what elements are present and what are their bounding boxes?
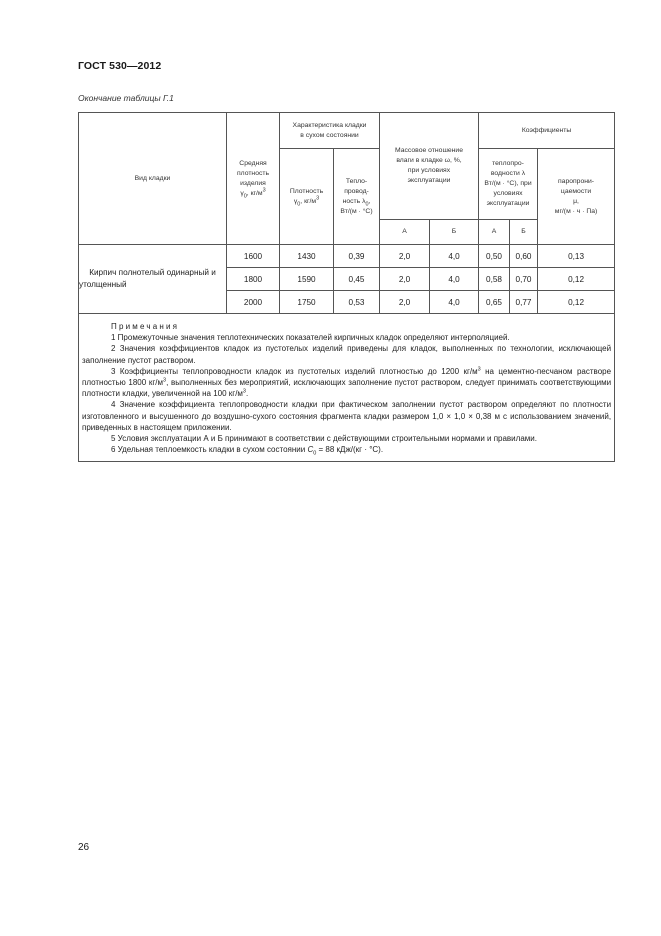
- table-row: [79, 245, 615, 268]
- cell-avg-density: 2000: [227, 291, 280, 314]
- cell-thermal: 0,45: [334, 268, 380, 291]
- header-moisture-ratio: Массовое отношение влаги в кладке ω, %, при условиях эксплуатации: [380, 113, 479, 220]
- header-conductivity-a: А: [479, 220, 510, 245]
- note-4: 4 Значение коэффициента теплопроводности кладки при фактическом заполнении пустот раствором определяют по плотности изготовленного и высушенного до воздушно-сухого состояния фрагмента кладки размером 1,0 × 1,0 × 0,38 м с использованием значений, приведенных в настоящем приложении.: [82, 400, 612, 432]
- cell-vapor: 0,12: [538, 291, 615, 314]
- cell-moisture-a: 2,0: [380, 245, 430, 268]
- note-1: 1 Промежуточные значения теплотехнических показателей кирпичных кладок определяют интерполяцией.: [111, 333, 510, 343]
- cell-vapor: 0,13: [538, 245, 615, 268]
- notes-title: Примечания: [111, 322, 180, 331]
- table-caption: Окончание таблицы Г.1: [78, 93, 174, 103]
- header-avg-density: Средняя плотность изделия $\gamma_0$, $кг/м^3$: [227, 113, 280, 245]
- cell-conductivity-a: 0,58: [479, 268, 510, 291]
- note-3: 3 Коэффициенты теплопроводности кладок из пустотелых изделий плотностью до 1200 $кг/м^3$ на цементно-песчаном растворе плотностью 1800 $кг/м^3$, выполненных без мероприятий, исключающих заполнение пустот раствором, следует принимать соответствующими плотности кладки, увеличенной на 100 $кг/м^3$.: [82, 366, 612, 399]
- note-6: 6 Удельная теплоемкость кладки в сухом состоянии $C_0 = 88$ кДж/(кг · °С).: [111, 445, 384, 457]
- note-5: 5 Условия эксплуатации А и Б принимают в соответствии с действующими строительными нормами и правилами.: [111, 434, 537, 444]
- header-coefficients: Коэффициенты: [479, 113, 615, 149]
- cell-density: 1430: [280, 245, 334, 268]
- document-title: ГОСТ 530—2012: [78, 60, 162, 72]
- cell-thermal: 0,53: [334, 291, 380, 314]
- cell-conductivity-a: 0,65: [479, 291, 510, 314]
- cell-conductivity-b: 0,77: [510, 291, 538, 314]
- cell-conductivity-a: 0,50: [479, 245, 510, 268]
- cell-moisture-b: 4,0: [430, 291, 479, 314]
- note-2: 2 Значения коэффициентов кладок из пустотелых изделий приведены для кладок, выполненных по технологии, исключающей заполнение пустот раствором.: [82, 344, 612, 365]
- cell-moisture-a: 2,0: [380, 268, 430, 291]
- notes-block: [79, 314, 615, 462]
- header-dry-conductivity: Тепло- провод- ность $\lambda_0$, Вт/(м · °С): [334, 149, 380, 245]
- cell-thermal: 0,39: [334, 245, 380, 268]
- header-masonry-kind: Вид кладки: [79, 113, 227, 245]
- cell-avg-density: 1800: [227, 268, 280, 291]
- page-number: 26: [78, 842, 90, 853]
- header-moisture-b: Б: [430, 220, 479, 245]
- data-table-wrapper: [78, 112, 614, 462]
- header-dry-characteristics: Характеристика кладки в сухом состоянии: [280, 113, 380, 149]
- cell-moisture-b: 4,0: [430, 268, 479, 291]
- header-conductivity-b: Б: [510, 220, 538, 245]
- cell-moisture-a: 2,0: [380, 291, 430, 314]
- cell-conductivity-b: 0,60: [510, 245, 538, 268]
- header-vapor-permeability: паропрони- цаемости μ, мг/(м · ч · Па): [538, 149, 615, 245]
- cell-moisture-b: 4,0: [430, 245, 479, 268]
- cell-vapor: 0,12: [538, 268, 615, 291]
- masonry-kind-label: Кирпич полнотелый одинарный и утолщенный: [79, 245, 227, 314]
- header-conductivity-coeff: теплопро- водности λ Вт/(м · °С), при условиях эксплуатации: [479, 149, 538, 220]
- cell-density: 1590: [280, 268, 334, 291]
- header-dry-density: Плотность $\gamma_0$, $кг/м^3$: [280, 149, 334, 245]
- header-moisture-a: А: [380, 220, 430, 245]
- cell-conductivity-b: 0,70: [510, 268, 538, 291]
- cell-avg-density: 1600: [227, 245, 280, 268]
- thermal-properties-table: [78, 112, 615, 462]
- cell-density: 1750: [280, 291, 334, 314]
